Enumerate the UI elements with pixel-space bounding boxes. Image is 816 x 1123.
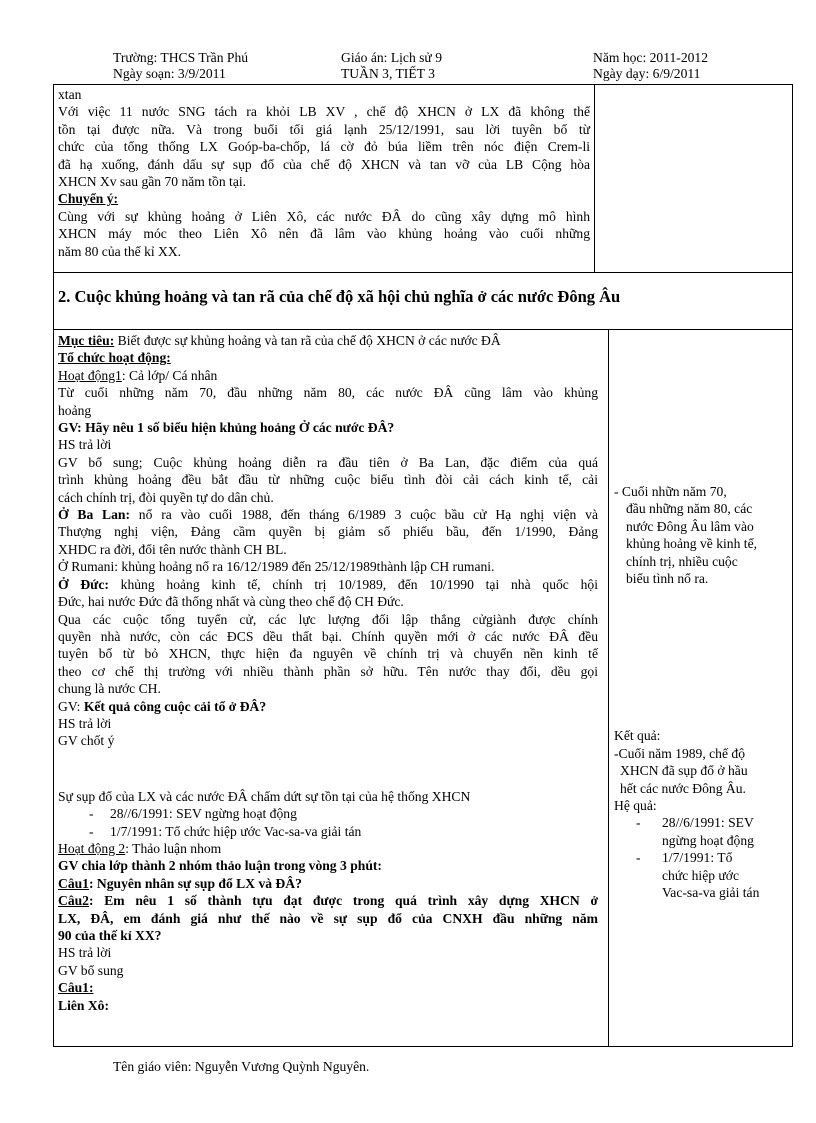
text-line: XHCN đã sụp đổ ở hầu (620, 763, 748, 779)
text-line: Ở Rumani: khủng hoảng nổ ra 16/12/1989 đến 25/12/1989thành lập CH rumani. (58, 559, 495, 575)
gv-question: GV: Hãy nêu 1 số biểu hiện khủng hoảng Ở các nước ĐÂ? (58, 420, 395, 436)
text-line: cách chính trị, đòi quyền tự do dân chủ. (58, 489, 274, 505)
text-line: Qua các cuộc tổng tuyển cử, các lực lượng đối lập thắng cửgiành được chính (58, 611, 598, 627)
school-year: Năm học: 2011-2012 (593, 50, 709, 65)
objective-label: Mục tiêu: (58, 333, 115, 348)
header-left (113, 50, 248, 82)
table-row-1 (54, 85, 792, 273)
organize-label: Tổ chức hoạt động: (58, 350, 171, 366)
activity1-label: Hoạt động1 (58, 367, 122, 383)
text-line: đã hạ xuống, đánh dấu sự sụp đổ của chế độ XHCN và tan vỡ của LB Cộng hòa (58, 156, 590, 172)
text-line: GV bổ sung; Cuộc khủng hoảng diễn ra đầu tiên ở Ba Lan, đặc điểm của quá (58, 454, 598, 470)
gv-question: Kết quả công cuộc cải tổ ở ĐÂ? (83, 698, 267, 714)
date-prepared: Ngày soạn: 3/9/2011 (113, 66, 226, 81)
header-right (593, 50, 708, 82)
activity1-text: : Cả lớp/ Cá nhân (121, 367, 218, 383)
text-line: XHCN máy móc theo Liên Xô nên đã lâm vào khủng hoảng vào cuối những (58, 226, 590, 242)
list-item: - 1/7/1991: Tổ chức hiệp ước Vac-sa-va giải tán (58, 823, 598, 840)
text-line: XHDC ra đời, đổi tên nước thành CH BL. (58, 541, 287, 557)
gv-supplement: GV bổ sung (58, 962, 124, 978)
table-row-2 (54, 330, 792, 1046)
text-line: LX, ĐÂ, em đánh giá như thế nào về sự sụp đổ của CNXH đầu những năm (58, 910, 598, 926)
text-line: Đức, hai nước Đức đã thống nhất và cùng theo chế độ CH Đức. (58, 594, 404, 610)
germany-label: Ở Đức: (58, 576, 109, 592)
week-period: TUẦN 3, TIẾT 3 (341, 66, 435, 81)
list-item: - 28//6/1991: SEV (614, 814, 789, 831)
row1-content (58, 85, 590, 260)
text-line: Vac-sa-va giải tán (662, 885, 760, 901)
school-name: Trường: THCS Trần Phú (113, 50, 249, 65)
text-line: hoảng (58, 402, 92, 418)
text-line: đầu những năm 80, các (626, 501, 753, 517)
column-divider (608, 330, 609, 1046)
text-line: - Cuối nhữn năm 70, (614, 484, 727, 499)
question1-label: Câu1 (58, 875, 89, 891)
text-line: -Cuối năm 1989, chế độ (614, 745, 746, 761)
list-item: - 28//6/1991: SEV ngừng hoạt động (58, 805, 598, 822)
list-item: - 1/7/1991: Tổ (614, 849, 789, 866)
hs-answer: HS trả lời (58, 945, 112, 961)
text-line: Cùng với sự khủng hoảng ở Liên Xô, các nước ĐÂ do cũng xây dựng mô hình (58, 208, 590, 224)
text-line: nước Đông Âu lâm vào (626, 518, 754, 534)
header-center (341, 50, 442, 82)
text-line: khủng hoảng kinh tế, chính trị 10/1989, đến 10/1990 tại nhà quốc hội (108, 576, 598, 592)
question2-text: : Em nêu 1 số thành tựu đạt được trong quá trình xây dựng XHCN ở (88, 893, 598, 909)
text-line: khủng hoảng về kinh tế, (626, 536, 758, 552)
text-line: hết các nước Đông Âu. (620, 780, 746, 796)
gv-prefix: GV: (58, 698, 84, 714)
text-line: chung là nước CH. (58, 681, 161, 697)
activity2-label: Hoạt động 2 (58, 840, 126, 856)
result-label: Kết quả: (614, 728, 661, 744)
hs-answer: HS trả lời (58, 715, 112, 731)
hs-answer: HS trả lời (58, 437, 112, 453)
text-line: nổ ra vào cuối 1988, đến tháng 6/1989 3 cuộc bầu cử Hạ nghị viện và (130, 507, 598, 523)
text-line: Thượng nghị viện, Đảng cầm quyền bị giảm số phiếu bầu, đến 1/1990, Đảng (58, 524, 598, 540)
consequence-label: Hệ quả: (614, 798, 657, 814)
objective-text: Biết được sự khủng hoảng và tan rã của chế độ XHCN ở các nước ĐÂ (114, 333, 501, 348)
text-line: năm 80 của thế kỉ XX. (58, 243, 182, 259)
question2-label: Câu2 (58, 893, 89, 909)
answer-q1-label: Câu1: (58, 980, 94, 996)
group-task: GV chia lớp thành 2 nhóm thảo luận trong vòng 3 phút: (58, 858, 382, 874)
date-taught: Ngày dạy: 6/9/2011 (593, 66, 701, 81)
text-line: 90 của thế kỉ XX? (58, 928, 162, 943)
teacher-name: Tên giáo viên: Nguyễn Vương Quỳnh Nguyên. (113, 1059, 370, 1074)
activity2-text: : Thảo luận nhom (125, 840, 222, 856)
section-title: 2. Cuộc khủng hoảng và tan rã của chế độ xã hội chủ nghĩa ở các nước Đông Âu (58, 287, 621, 306)
lesson-table (53, 84, 793, 1047)
question1-text: : Nguyên nhân sự sụp đổ LX và ĐÂ? (88, 875, 302, 891)
text-line: tuyên bố từ bỏ XHCN, thực hiện đa nguyên về chính trị và chuyển nền kinh tế (58, 646, 598, 662)
text-line: chức hiệp ước (662, 867, 740, 883)
page-header (113, 50, 773, 84)
text-line: Với việc 11 nước SNG tách ra khỏi LB XV , chế độ XHCN ở LX đã không thể (58, 104, 590, 120)
column-divider (594, 85, 595, 272)
table-row-section (54, 272, 792, 330)
lesson-plan-subject: Giáo án: Lịch sử 9 (341, 50, 442, 65)
text-line: chính trị, nhiều cuộc (626, 553, 738, 569)
main-column (58, 330, 598, 1014)
text-line: XHCN Xv sau gần 70 năm tồn tại. (58, 174, 247, 190)
text-line: quyền nhà nước, còn các ĐCS dều thất bại. Chính quyền mới ở các nước ĐÂ đều (58, 628, 598, 644)
text-line: xtan (58, 87, 82, 102)
text-line: chức của tổng thống LX Goóp-ba-chốp, lá cờ đỏ búa liềm trên nóc điện Crem-li (58, 139, 590, 155)
text-line: ngừng hoạt động (662, 832, 754, 848)
poland-label: Ở Ba Lan: (58, 507, 130, 523)
transition-label: Chuyển ý: (58, 191, 119, 207)
soviet-label: Liên Xô: (58, 997, 109, 1013)
text-line: theo cơ chế thị trường với nhiều thành phần sở hữu. Tên nước thay đổi, dều gọi (58, 663, 598, 679)
text-line: Sự sụp đổ của LX và các nước ĐÂ chấm dứt sự tồn tại của hệ thống XHCN (58, 788, 471, 804)
text-line: biểu tình nổ ra. (626, 571, 709, 587)
text-line: tồn tại được nữa. Và trong buổi tối giá lạnh 25/12/1991, sau lời tuyên bố từ (58, 121, 590, 137)
text-line: trình khủng hoảng đều bắt đầu từ những cuộc biểu tình đòi cải cách kinh tế, cải (58, 472, 598, 488)
side-column (614, 330, 789, 902)
gv-conclude: GV chốt ý (58, 733, 115, 749)
text-line: Từ cuối những năm 70, đầu những năm 80, các nước ĐÂ cũng lâm vào khủng (58, 385, 598, 401)
